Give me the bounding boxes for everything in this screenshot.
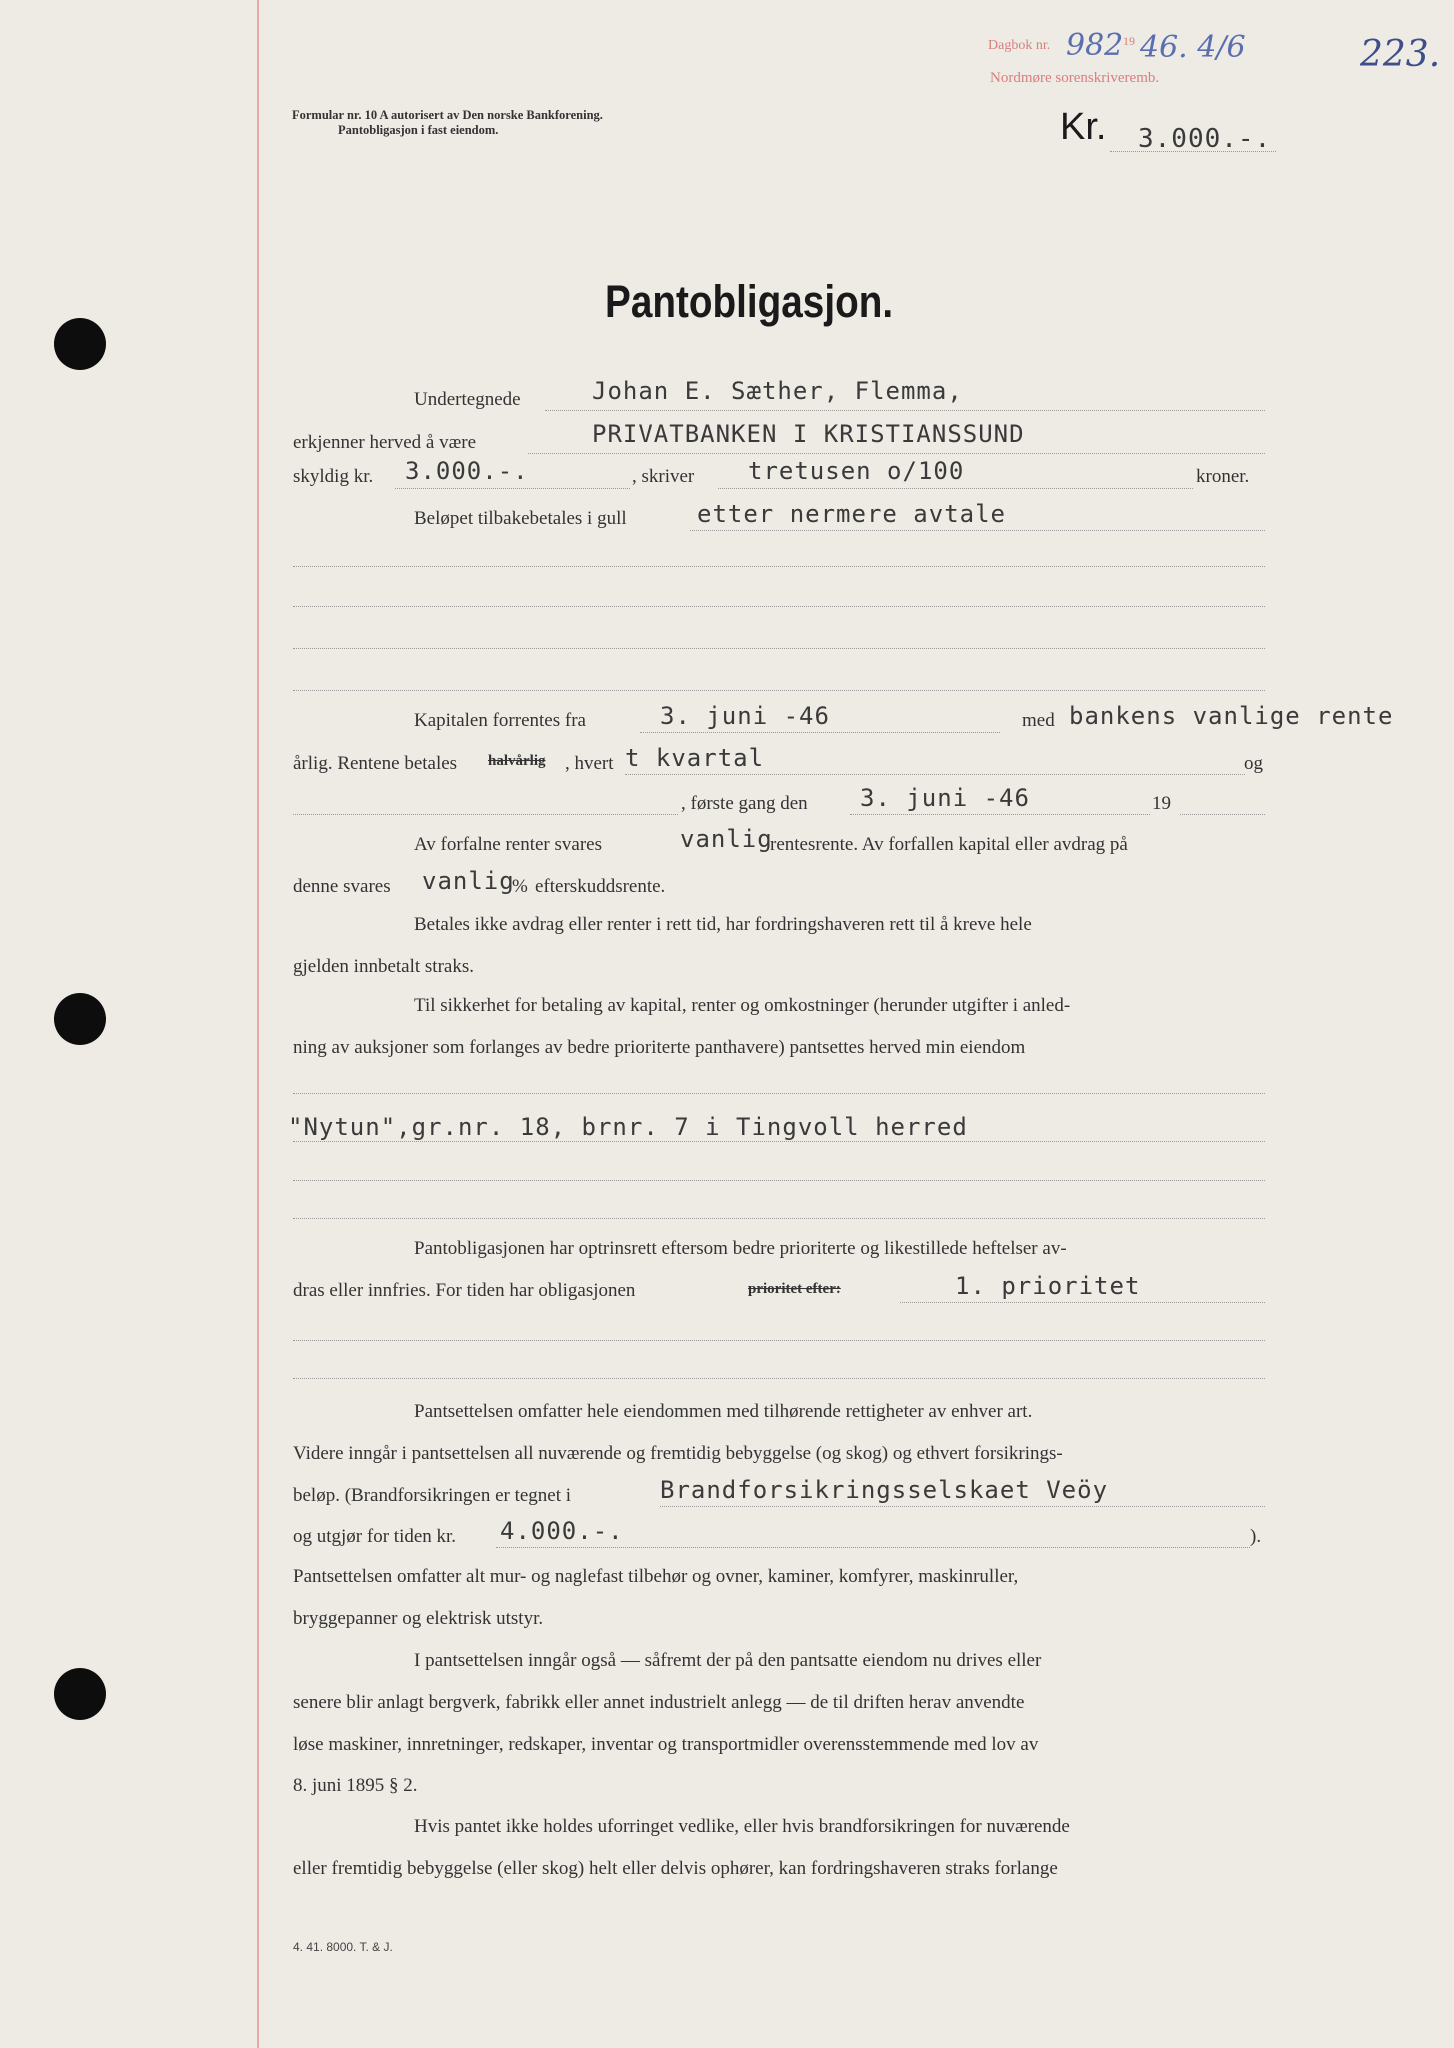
blank-rule: [293, 1093, 1265, 1094]
omfatter-para-line: Videre inngår i pantsettelsen all nuværende og fremtidig bebyggelse (og skog) og ethvert forsikrings-: [293, 1443, 1063, 1464]
utgjor-label: og utgjør for tiden kr.: [293, 1526, 457, 1547]
halvarlig-struck: halvårlig: [488, 753, 546, 769]
court-stamp: Nordmøre sorenskriveremb.: [990, 70, 1160, 86]
kroner-label: kroner.: [1196, 466, 1250, 487]
omfatter-para-line: Pantsettelsen omfatter hele eiendommen med tilhørende rettigheter av enhver art.: [414, 1401, 1033, 1422]
overdue-interest-rate: vanlig: [680, 825, 773, 853]
erkjenner-label: erkjenner herved å være: [293, 432, 477, 453]
betales-para-line: Betales ikke avdrag eller renter i rett tid, har fordringshaveren rett til å kreve hele: [414, 914, 1032, 935]
blank-rule: [293, 1180, 1265, 1181]
field-rule: [640, 732, 1000, 733]
inngar-para-line: I pantsettelsen inngår også — såfremt der på den pantsatte eiendom nu drives eller: [414, 1650, 1042, 1671]
first-payment-date: 3. juni -46: [860, 784, 1030, 812]
document-title: Pantobligasjon.: [605, 276, 894, 327]
close-paren: ).: [1250, 1526, 1262, 1547]
debtor-name: Johan E. Sæther, Flemma,: [592, 377, 963, 405]
punch-hole: [54, 993, 106, 1045]
field-rule: [1180, 814, 1265, 815]
inngar-para-line: senere blir anlagt bergverk, fabrikk eller annet industrielt anlegg — de til driften herav anvendte: [293, 1692, 1025, 1713]
mur-para-line: Pantsettelsen omfatter alt mur- og naglefast tilbehør og ovner, kaminer, komfyrer, maskinruller,: [293, 1566, 1019, 1587]
amount-label: Kr.: [1060, 106, 1107, 148]
field-rule: [900, 1302, 1265, 1303]
creditor-name: PRIVATBANKEN I KRISTIANSSUND: [592, 420, 1025, 448]
undertegnede-label: Undertegnede: [414, 389, 521, 410]
amount-value: 3.000.-.: [1138, 124, 1272, 154]
rentesrente-label: rentesrente. Av forfallen kapital eller avdrag på: [770, 834, 1128, 855]
field-rule: [293, 1141, 1265, 1142]
med-label: med: [1022, 710, 1055, 731]
av-forfalne-label: Av forfalne renter svares: [414, 834, 602, 855]
skyldig-label: skyldig kr.: [293, 466, 374, 487]
year-19-label: 19: [1152, 793, 1171, 814]
blank-rule: [293, 690, 1265, 691]
optrin-para-line: Pantobligasjonen har optrinsrett eftersom bedre prioriterte og likestillede heftelser av-: [414, 1238, 1067, 1259]
denne-label: denne svares: [293, 876, 391, 897]
sikkerhet-para-line: Til sikkerhet for betaling av kapital, renter og omkostninger (herunder utgifter i anled-: [414, 995, 1071, 1016]
kapitalen-label: Kapitalen forrentes fra: [414, 710, 586, 731]
field-rule: [660, 1506, 1265, 1507]
inngar-para-line: 8. juni 1895 § 2.: [293, 1775, 418, 1796]
punch-hole: [54, 1668, 106, 1720]
repayment-terms: etter nermere avtale: [697, 500, 1006, 528]
mur-para-line: bryggepanner og elektrisk utstyr.: [293, 1608, 544, 1629]
hvert-label: , hvert: [565, 753, 614, 774]
page-number: 223.: [1360, 34, 1441, 75]
interest-rate: bankens vanlige rente: [1069, 702, 1394, 730]
field-rule: [395, 488, 630, 489]
betales-para-line: gjelden innbetalt straks.: [293, 956, 474, 977]
field-rule: [690, 530, 1265, 531]
hvis-para-line: Hvis pantet ikke holdes uforringet vedlike, eller hvis brandforsikringen for nuværende: [414, 1816, 1070, 1837]
blank-rule: [293, 1378, 1265, 1379]
skriver-label: , skriver: [632, 466, 695, 487]
priority-value: 1. prioritet: [955, 1272, 1141, 1300]
overdue-capital-rate: vanlig: [422, 867, 515, 895]
property-description: "Nytun",gr.nr. 18, brnr. 7 i Tingvoll herred: [288, 1113, 968, 1141]
blank-rule: [293, 1340, 1265, 1341]
blank-rule: [293, 606, 1265, 607]
field-rule: [850, 814, 1150, 815]
field-rule: [625, 774, 1245, 775]
form-type-line: Pantobligasjon i fast eiendom.: [338, 123, 499, 137]
interest-start-date: 3. juni -46: [660, 702, 830, 730]
blank-rule: [293, 648, 1265, 649]
amount-rule: [1110, 151, 1276, 152]
omfatter-para-line: beløp. (Brandforsikringen er tegnet i: [293, 1485, 572, 1506]
blank-rule: [293, 566, 1265, 567]
field-rule: [718, 488, 1193, 489]
percent-symbol: %: [512, 876, 528, 897]
insured-amount: 4.000.-.: [500, 1517, 624, 1545]
optrin-para-line: dras eller innfries. For tiden har obligasjonen: [293, 1280, 636, 1301]
efterskudd-label: efterskuddsrente.: [535, 876, 666, 897]
margin-rule: [257, 0, 259, 2048]
field-rule: [545, 410, 1265, 411]
field-rule: [528, 453, 1265, 454]
forste-label: , første gang den: [681, 793, 808, 814]
dagbok-number: 982: [1066, 28, 1124, 63]
printer-footer: 4. 41. 8000. T. & J.: [293, 1940, 393, 1954]
form-number-line: Formular nr. 10 A autorisert av Den norske Bankforening.: [292, 108, 603, 122]
dagbok-stamp-label: Dagbok nr.: [988, 38, 1051, 53]
punch-hole: [54, 318, 106, 370]
belopet-label: Beløpet tilbakebetales i gull: [414, 508, 627, 529]
dagbok-year-prefix: 19: [1123, 34, 1135, 48]
field-rule: [293, 814, 678, 815]
field-rule: [496, 1547, 1250, 1548]
blank-rule: [293, 1218, 1265, 1219]
dagbok-date: 46. 4/6: [1140, 30, 1246, 65]
sikkerhet-para-line: ning av auksjoner som forlanges av bedre prioriterte panthavere) pantsettes herved min eiendom: [293, 1037, 1026, 1058]
payment-frequency: t kvartal: [625, 744, 765, 772]
insurer-name: Brandforsikringsselskaet Veöy: [660, 1476, 1109, 1504]
debt-amount: 3.000.-.: [405, 457, 529, 485]
arlig-label: årlig. Rentene betales: [293, 753, 458, 774]
prioritet-struck: prioritet efter:: [748, 1281, 841, 1297]
og-label: og: [1244, 753, 1263, 774]
amount-in-words: tretusen o/100: [748, 457, 965, 485]
hvis-para-line: eller fremtidig bebyggelse (eller skog) helt eller delvis ophører, kan fordringshaveren straks forlange: [293, 1858, 1058, 1879]
inngar-para-line: løse maskiner, innretninger, redskaper, inventar og transportmidler overensstemmende med lov av: [293, 1734, 1039, 1755]
